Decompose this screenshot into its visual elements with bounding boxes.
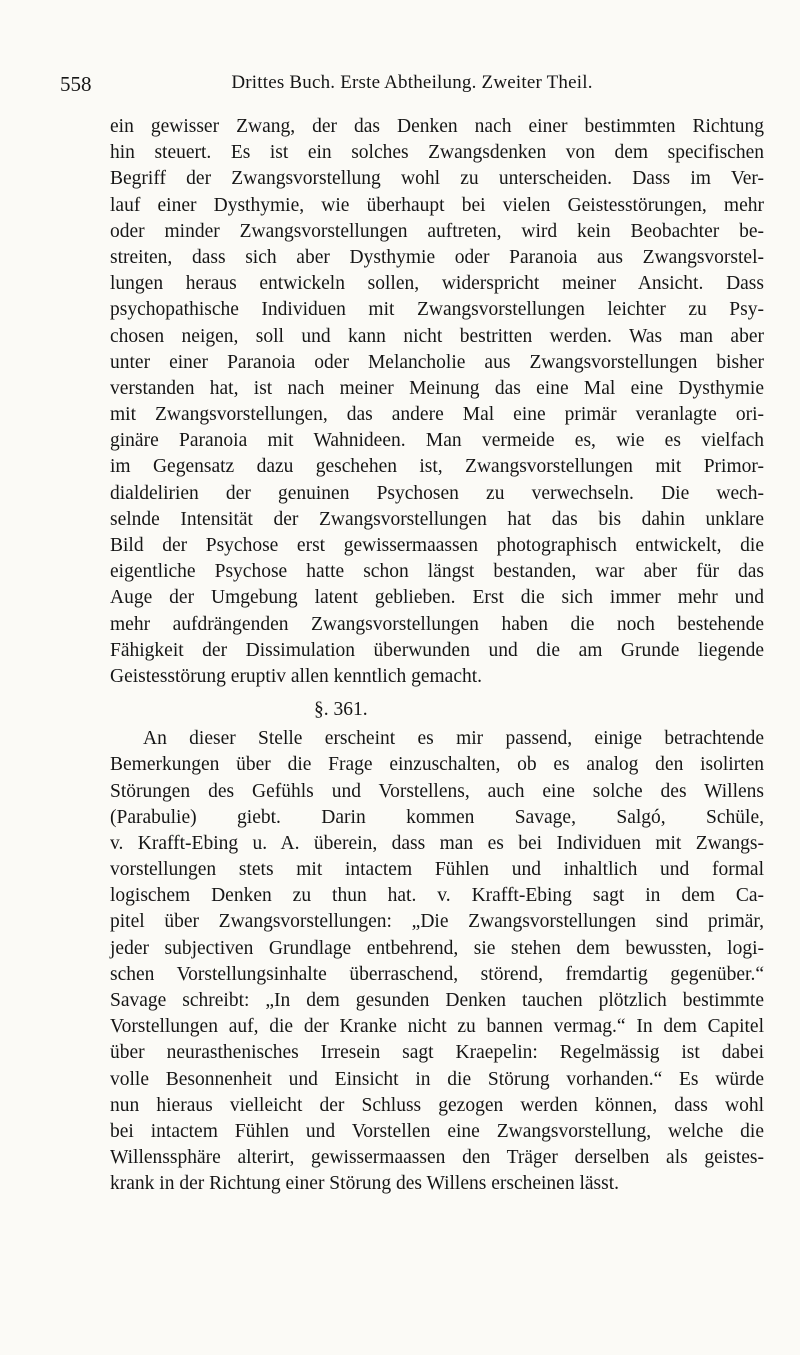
text-line: psychopathische Individuen mit Zwangsvorstellungen leichter zu Psy- — [110, 299, 764, 321]
text-line: lungen heraus entwickeln sollen, widerspricht meiner Ansicht. Dass — [110, 273, 764, 295]
text-line: An dieser Stelle erscheint es mir passend, einige betrachtende — [143, 728, 764, 750]
text-line: Geistesstörung eruptiv allen kenntlich gemacht. — [110, 665, 483, 687]
text-line: oder minder Zwangsvorstellungen auftreten, wird kein Beobachter be- — [110, 220, 764, 242]
text-line: streiten, dass sich aber Dysthymie oder Paranoia aus Zwangsvorstel- — [110, 246, 764, 268]
text-line: pitel über Zwangsvorstellungen: „Die Zwangsvorstellungen sind primär, — [110, 911, 764, 933]
text-line: (Parabulie) giebt. Darin kommen Savage, Salgó, Schüle, — [110, 806, 764, 828]
page-number: 558 — [60, 72, 92, 96]
section-heading: §. 361. — [314, 699, 368, 721]
text-line: im Gegensatz dazu geschehen ist, Zwangsvorstellungen mit Primor- — [110, 456, 764, 478]
text-line: Störungen des Gefühls und Vorstellens, auch eine solche des Willens — [110, 780, 764, 802]
text-line: über neurasthenisches Irresein sagt Kraepelin: Regelmässig ist dabei — [110, 1042, 764, 1064]
text-line: nun hieraus vielleicht der Schluss gezogen werden können, dass wohl — [110, 1094, 764, 1116]
text-line: Willenssphäre alterirt, gewissermaassen den Träger derselben als geistes- — [110, 1147, 764, 1169]
text-line: ginäre Paranoia mit Wahnideen. Man vermeide es, wie es vielfach — [110, 430, 764, 452]
text-line: Fähigkeit der Dissimulation überwunden und die am Grunde liegende — [110, 639, 764, 661]
text-line: v. Krafft-Ebing u. A. überein, dass man es bei Individuen mit Zwangs- — [110, 832, 764, 854]
text-line: Auge der Umgebung latent geblieben. Erst die sich immer mehr und — [110, 587, 764, 609]
text-line: krank in der Richtung einer Störung des Willens erscheinen lässt. — [110, 1173, 619, 1195]
text-line: chosen neigen, soll und kann nicht bestritten werden. Was man aber — [110, 325, 764, 347]
text-line: vorstellungen stets mit intactem Fühlen und inhaltlich und formal — [110, 859, 764, 881]
text-line: hin steuert. Es ist ein solches Zwangsdenken von dem specifischen — [110, 142, 764, 164]
text-line: bei intactem Fühlen und Vorstellen eine Zwangsvorstellung, welche die — [110, 1120, 764, 1142]
text-line: selnde Intensität der Zwangsvorstellungen hat das bis dahin unklare — [110, 508, 764, 530]
page-header — [60, 72, 764, 98]
text-line: unter einer Paranoia oder Melancholie aus Zwangsvorstellungen bisher — [110, 351, 764, 373]
text-line: Bemerkungen über die Frage einzuschalten, ob es analog den isolirten — [110, 754, 764, 776]
text-line: lauf einer Dysthymie, wie überhaupt bei vielen Geistesstörungen, mehr — [110, 194, 764, 216]
running-head: Drittes Buch. Erste Abtheilung. Zweiter Theil. — [231, 72, 593, 93]
text-line: logischem Denken zu thun hat. v. Krafft-Ebing sagt in dem Ca- — [110, 885, 764, 907]
text-line: dialdelirien der genuinen Psychosen zu verwechseln. Die wech- — [110, 482, 764, 504]
text-line: mit Zwangsvorstellungen, das andere Mal eine primär veranlagte ori- — [110, 404, 764, 426]
text-line: mehr aufdrängenden Zwangsvorstellungen haben die noch bestehende — [110, 613, 764, 635]
paragraph-2 — [110, 726, 764, 1197]
text-line: schen Vorstellungsinhalte überraschend, störend, fremdartig gegenüber.“ — [110, 963, 764, 985]
text-line: Vorstellungen auf, die der Kranke nicht zu bannen vermag.“ In dem Capitel — [110, 1016, 764, 1038]
text-line: Bild der Psychose erst gewissermaassen photographisch entwickelt, die — [110, 535, 764, 556]
text-line: Savage schreibt: „In dem gesunden Denken tauchen plötzlich bestimmte — [110, 990, 764, 1011]
text-line: jeder subjectiven Grundlage entbehrend, sie stehen dem bewussten, logi- — [110, 937, 764, 959]
text-line: verstanden hat, ist nach meiner Meinung das eine Mal eine Dysthymie — [110, 377, 764, 399]
text-line: volle Besonnenheit und Einsicht in die Störung vorhanden.“ Es würde — [110, 1068, 764, 1090]
text-line: eigentliche Psychose hatte schon längst bestanden, war aber für das — [110, 561, 764, 583]
body-text — [110, 114, 764, 1198]
paragraph-1 — [110, 114, 764, 690]
text-line: ein gewisser Zwang, der das Denken nach einer bestimmten Richtung — [110, 116, 764, 137]
text-line: Begriff der Zwangsvorstellung wohl zu unterscheiden. Dass im Ver- — [110, 168, 764, 190]
